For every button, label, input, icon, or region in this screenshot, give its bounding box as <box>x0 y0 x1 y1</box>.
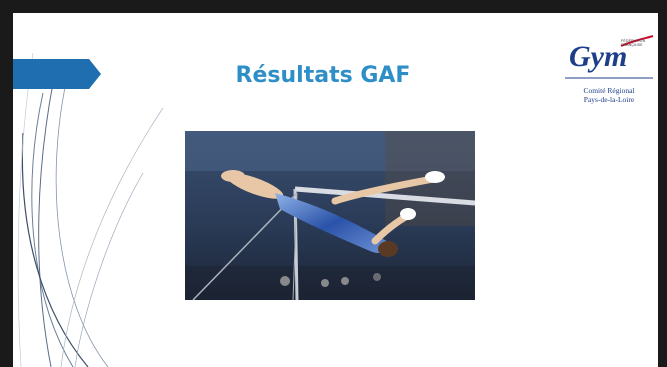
gymnast-photo <box>185 131 475 300</box>
slide <box>13 13 658 367</box>
logo-federation-line2: FRANÇAISE <box>621 43 643 47</box>
slide-title: Résultats GAF <box>235 63 411 88</box>
logo-committee-text <box>563 86 655 104</box>
logo-committee-line1: Comité Régional <box>583 86 635 95</box>
ffgym-logo <box>563 28 655 112</box>
logo-federation-line1: FÉDÉRATION <box>621 39 646 43</box>
gym-logo-icon <box>563 28 655 84</box>
title-arrow-tab <box>13 59 103 89</box>
logo-committee-line2: Pays-de-la-Loire <box>583 95 635 104</box>
logo-brand: Gym <box>569 40 628 73</box>
logo-federation-text <box>621 39 645 47</box>
